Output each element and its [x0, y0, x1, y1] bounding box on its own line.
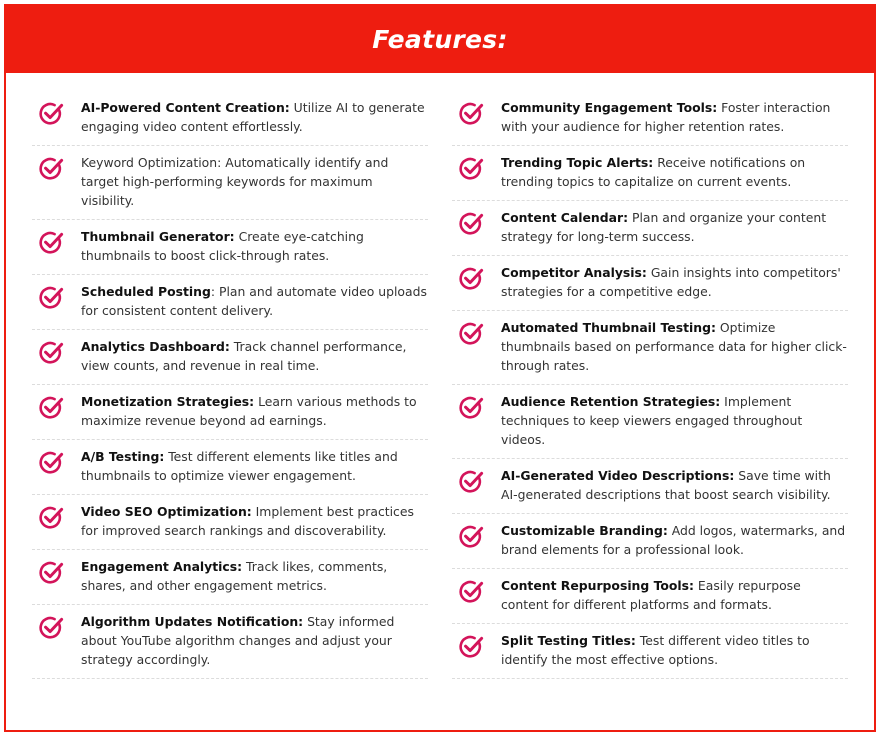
feature-item	[452, 459, 848, 514]
feature-description: Track likes, comments, shares, and other engagement metrics.	[81, 559, 388, 593]
check-circle-icon	[458, 579, 484, 605]
check-circle-icon	[458, 634, 484, 660]
feature-title: Competitor Analysis:	[501, 265, 647, 280]
check-circle-icon	[38, 615, 64, 641]
features-card	[4, 4, 876, 732]
feature-text	[81, 392, 428, 430]
feature-item	[452, 93, 848, 146]
feature-item	[32, 495, 428, 550]
feature-title: Split Testing Titles:	[501, 633, 636, 648]
feature-item	[32, 330, 428, 385]
feature-text	[501, 153, 848, 191]
feature-title: Engagement Analytics:	[81, 559, 243, 574]
check-circle-icon	[38, 450, 64, 476]
feature-description: Test different elements like titles and thumbnails to optimize viewer engagement.	[81, 449, 398, 483]
feature-text	[501, 466, 848, 504]
features-header	[6, 6, 874, 73]
feature-description: Implement best practices for improved search rankings and discoverability.	[81, 504, 414, 538]
feature-item	[452, 256, 848, 311]
feature-item	[452, 146, 848, 201]
check-circle-icon	[38, 340, 64, 366]
check-circle-icon	[458, 101, 484, 127]
feature-text	[501, 392, 848, 449]
check-circle-icon	[38, 560, 64, 586]
feature-description: Gain insights into competitors' strategies for a competitive edge.	[501, 265, 841, 299]
feature-item	[452, 385, 848, 459]
feature-description: Keyword Optimization: Automatically identify and target high-performing keywords for maximum visibility.	[81, 155, 389, 208]
check-circle-icon	[38, 505, 64, 531]
feature-description: Add logos, watermarks, and brand elements for a professional look.	[501, 523, 846, 557]
check-circle-icon	[458, 524, 484, 550]
feature-title: Video SEO Optimization:	[81, 504, 252, 519]
feature-item	[452, 569, 848, 624]
feature-text	[81, 98, 428, 136]
feature-title: Automated Thumbnail Testing:	[501, 320, 716, 335]
feature-title: Scheduled Posting	[81, 284, 211, 299]
feature-description: Create eye-catching thumbnails to boost click-through rates.	[81, 229, 364, 263]
feature-title: Audience Retention Strategies:	[501, 394, 721, 409]
feature-item	[452, 201, 848, 256]
feature-item	[32, 220, 428, 275]
feature-description: Foster interaction with your audience for higher retention rates.	[501, 100, 831, 134]
features-columns	[32, 93, 848, 679]
feature-text	[501, 521, 848, 559]
feature-text	[501, 208, 848, 246]
feature-item	[452, 624, 848, 679]
check-circle-icon	[458, 211, 484, 237]
feature-title: Customizable Branding:	[501, 523, 668, 538]
feature-text	[81, 557, 428, 595]
feature-text	[501, 318, 848, 375]
feature-description: Receive notifications on trending topics to capitalize on current events.	[501, 155, 806, 189]
feature-text	[501, 98, 848, 136]
feature-item	[32, 385, 428, 440]
feature-item	[32, 93, 428, 146]
features-title: Features:	[372, 25, 508, 54]
feature-item	[32, 605, 428, 679]
feature-text	[81, 337, 428, 375]
check-circle-icon	[458, 266, 484, 292]
feature-title: Algorithm Updates Notification:	[81, 614, 304, 629]
feature-description: Save time with AI-generated descriptions that boost search visibility.	[501, 468, 831, 502]
feature-title: Content Calendar:	[501, 210, 629, 225]
feature-item	[32, 440, 428, 495]
feature-description: Stay informed about YouTube algorithm changes and adjust your strategy accordingly.	[81, 614, 395, 667]
feature-description: : Plan and automate video uploads for consistent content delivery.	[81, 284, 427, 318]
feature-description: Track channel performance, view counts, and revenue in real time.	[81, 339, 407, 373]
feature-title: Analytics Dashboard:	[81, 339, 230, 354]
check-circle-icon	[38, 395, 64, 421]
check-circle-icon	[38, 101, 64, 127]
feature-text	[81, 282, 428, 320]
feature-text	[501, 576, 848, 614]
feature-item	[32, 550, 428, 605]
check-circle-icon	[458, 156, 484, 182]
feature-title: A/B Testing:	[81, 449, 165, 464]
feature-text	[81, 502, 428, 540]
feature-text	[501, 631, 848, 669]
check-circle-icon	[38, 285, 64, 311]
check-circle-icon	[458, 395, 484, 421]
feature-title: Content Repurposing Tools:	[501, 578, 694, 593]
feature-text	[501, 263, 848, 301]
feature-title: Thumbnail Generator:	[81, 229, 235, 244]
feature-description: Test different video titles to identify the most effective options.	[501, 633, 810, 667]
feature-description: Optimize thumbnails based on performance data for higher click-through rates.	[501, 320, 847, 373]
feature-title: Monetization Strategies:	[81, 394, 255, 409]
feature-title: AI-Powered Content Creation:	[81, 100, 290, 115]
feature-item	[32, 275, 428, 330]
check-circle-icon	[458, 321, 484, 347]
feature-text	[81, 447, 428, 485]
feature-item	[32, 146, 428, 220]
features-column-left	[32, 93, 428, 679]
feature-title: AI-Generated Video Descriptions:	[501, 468, 735, 483]
feature-title: Trending Topic Alerts:	[501, 155, 654, 170]
feature-text	[81, 227, 428, 265]
feature-description: Learn various methods to maximize revenue beyond ad earnings.	[81, 394, 417, 428]
features-column-right	[452, 93, 848, 679]
feature-item	[452, 514, 848, 569]
feature-description: Plan and organize your content strategy for long-term success.	[501, 210, 827, 244]
feature-text	[81, 153, 428, 210]
feature-text	[81, 612, 428, 669]
feature-description: Utilize AI to generate engaging video content effortlessly.	[81, 100, 425, 134]
check-circle-icon	[458, 469, 484, 495]
check-circle-icon	[38, 230, 64, 256]
feature-description: Implement techniques to keep viewers engaged throughout videos.	[501, 394, 803, 447]
feature-item	[452, 311, 848, 385]
check-circle-icon	[38, 156, 64, 182]
feature-description: Easily repurpose content for different platforms and formats.	[501, 578, 801, 612]
feature-title: Community Engagement Tools:	[501, 100, 718, 115]
